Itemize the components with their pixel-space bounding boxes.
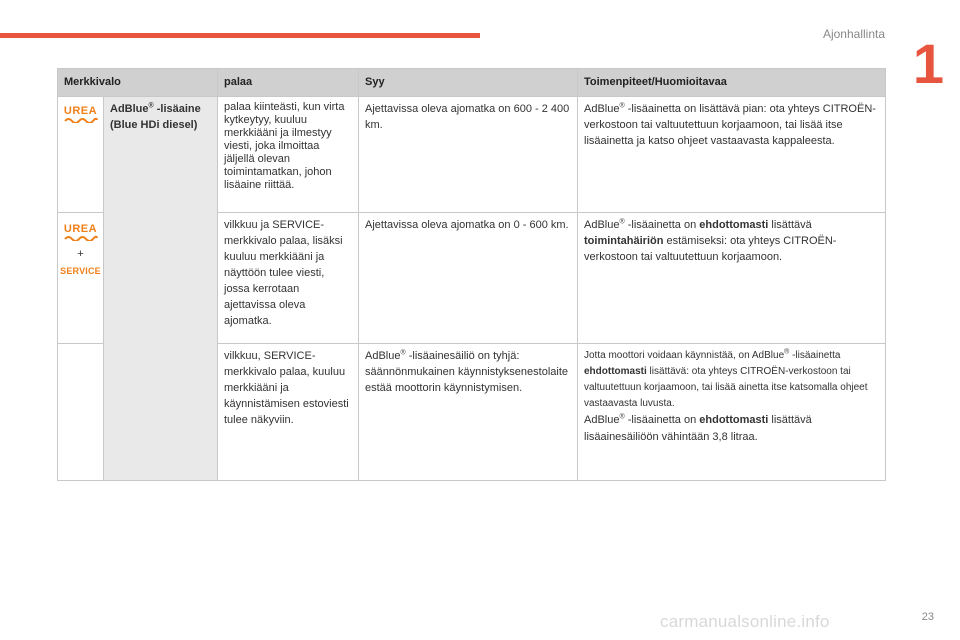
icon-cell: [58, 213, 104, 344]
urea-warning-icon: [60, 103, 101, 123]
icon-cell: [58, 97, 104, 213]
indicator-variant: (Blue HDi diesel): [110, 119, 198, 131]
plus-sign: +: [77, 248, 84, 260]
table-header-row: [58, 69, 886, 97]
warning-light-table: [57, 68, 886, 481]
header-toimenpiteet: Toimenpiteet/Huomioitavaa: [578, 69, 886, 97]
service-label: SERVICE: [60, 266, 101, 276]
state-cell: palaa kiinteästi, kun virta kytkeytyy, kuuluu merkkiääni ja ilmestyy viesti, joka ilmoittaa jäljellä olevan toimintamatkan, johon lisäaine riittää.: [218, 97, 359, 213]
action-cell: AdBlue® -lisäainetta on ehdottomasti lisättävä toimintahäiriön estämiseksi: ota yhteys CITROËN-verkostoon tai valtuutettuun korjaamoon.: [578, 213, 886, 344]
state-cell: vilkkuu ja SERVICE-merkkivalo palaa, lisäksi kuuluu merkkiääni ja näyttöön tulee viesti, jossa kerrotaan ajettavissa oleva ajomatka.: [218, 213, 359, 344]
icon-cell: [58, 344, 104, 481]
wave-icon: [64, 117, 98, 123]
table-row: [58, 97, 886, 213]
section-title: Ajonhallinta: [822, 27, 885, 41]
watermark: carmanualsonline.info: [660, 612, 830, 631]
cause-cell: Ajettavissa oleva ajomatka on 600 - 2 400 km.: [359, 97, 578, 213]
accent-bar: [0, 33, 480, 38]
wave-icon: [64, 235, 98, 241]
header-syy: Syy: [359, 69, 578, 97]
header-palaa: palaa: [218, 69, 359, 97]
urea-label: UREA: [63, 105, 98, 117]
urea-service-warning-icon: [60, 221, 101, 276]
header-merkkivalo: Merkkivalo: [58, 69, 218, 97]
chapter-number: 1: [912, 32, 944, 95]
page-number: 23: [921, 611, 934, 623]
action-cell: AdBlue® -lisäainetta on lisättävä pian: ota yhteys CITROËN-verkostoon tai valtuutettuun korjaamoon, tai lisää itse lisäainetta ja katso ohjeet vastaavasta kappaleesta.: [578, 97, 886, 213]
state-cell: vilkkuu, SERVICE-merkkivalo palaa, kuuluu merkkiääni ja käynnistämisen estoviesti tulee näkyviin.: [218, 344, 359, 481]
cause-cell: Ajettavissa oleva ajomatka on 0 - 600 km.: [359, 213, 578, 344]
action-cell: Jotta moottori voidaan käynnistää, on AdBlue® -lisäainetta ehdottomasti lisättävä: ota yhteys CITROËN-verkostoon tai valtuutettuun korjaamoon, tai lisää ainetta itse katsomalla ohjeet vastaavasta luvusta. AdBlue® -lisäainetta on ehdottomasti lisättävä lisäainesäiliöön vähintään 3,8 litraa.: [578, 344, 886, 481]
urea-label: UREA: [63, 223, 98, 235]
indicator-name: AdBlue® -lisäaine: [110, 102, 201, 115]
indicator-name-cell: [104, 97, 218, 481]
cause-cell: AdBlue® -lisäainesäiliö on tyhjä: säännönmukainen käynnistyksenestolaite estää moottorin käynnistymisen.: [359, 344, 578, 481]
